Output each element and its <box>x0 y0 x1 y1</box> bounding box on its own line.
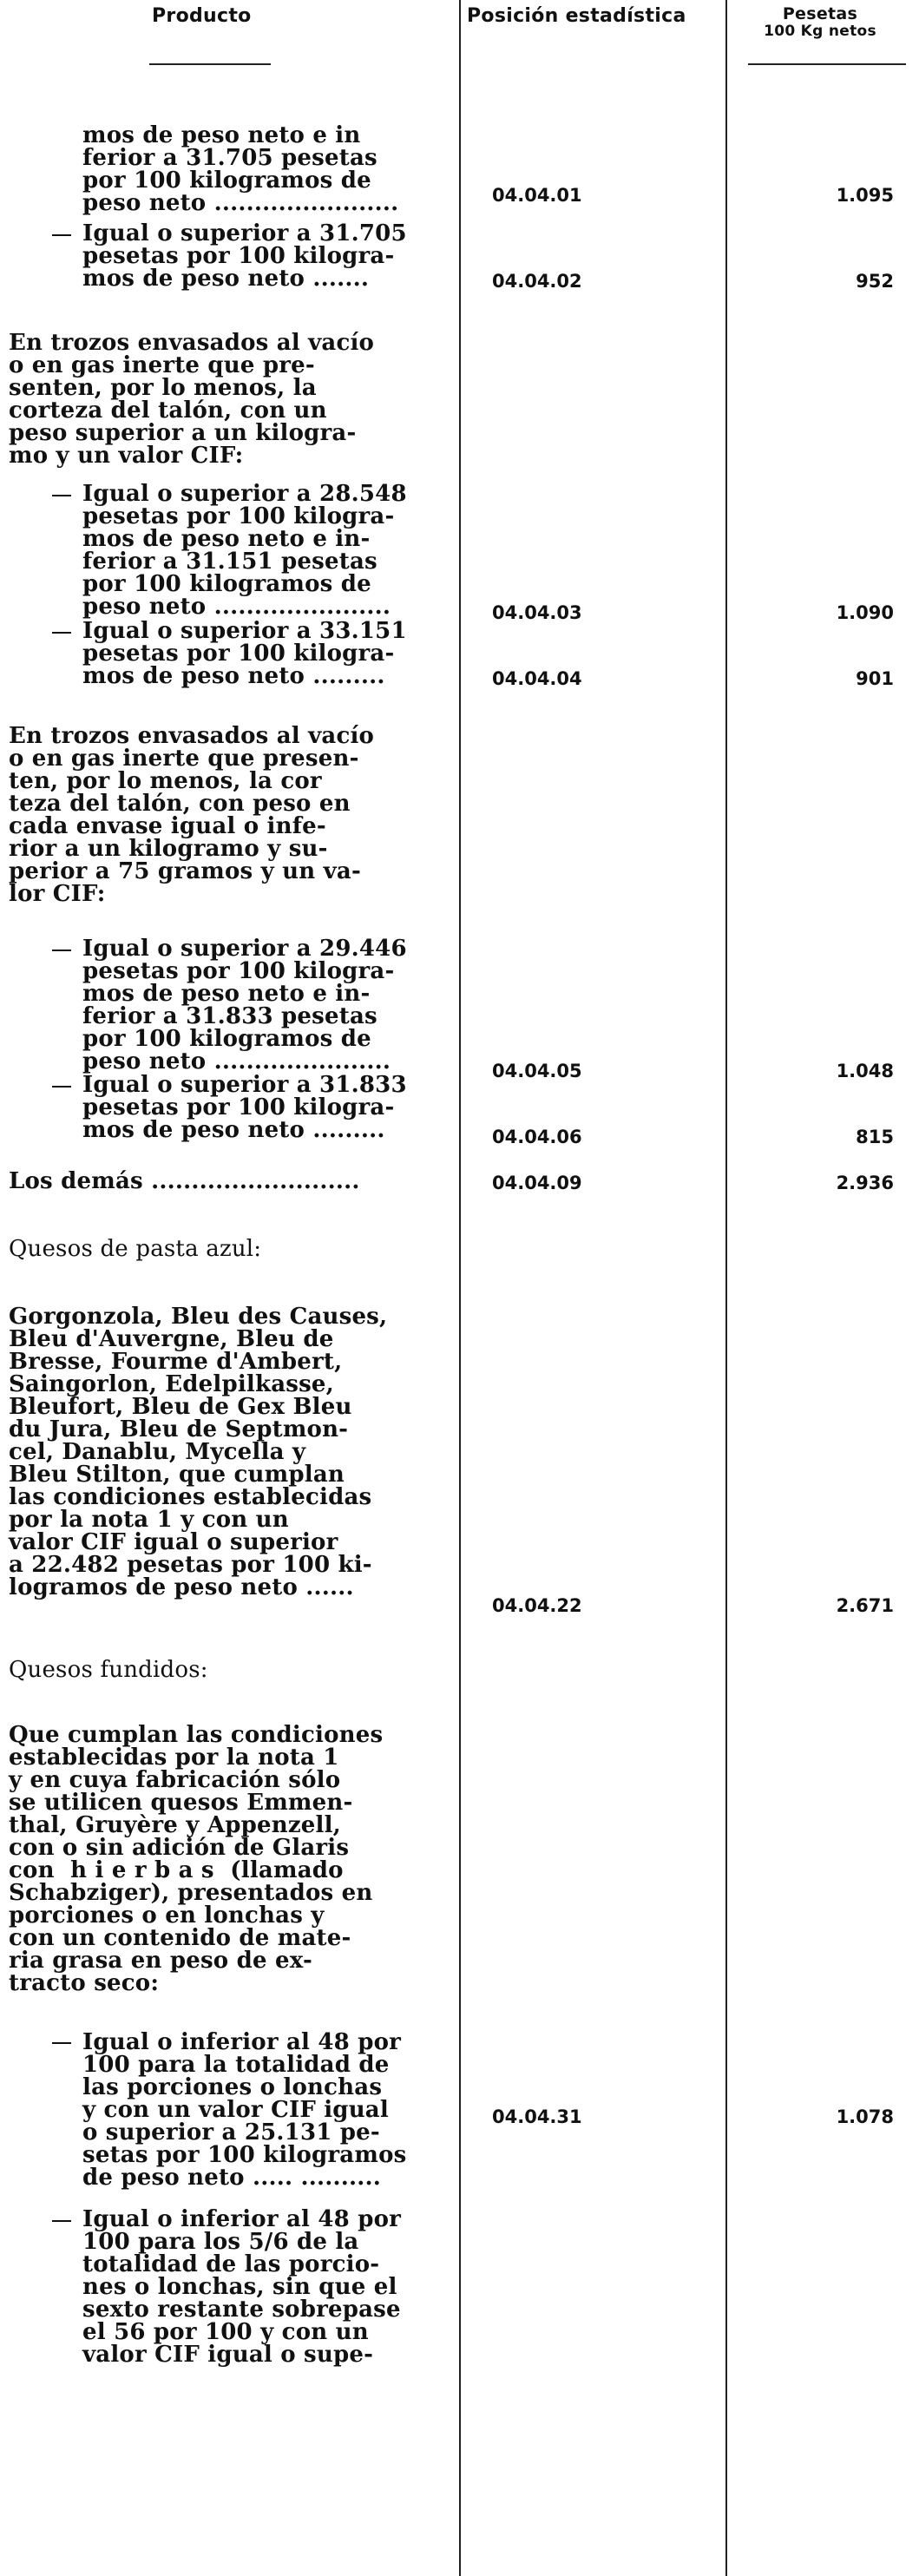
value-04-04-05: 1.048 <box>836 1061 894 1081</box>
list-dash <box>52 950 71 951</box>
product-quesos-azules-list: Gorgonzola, Bleu des Causes, Bleu d'Auvergne, Bleu de Bresse, Fourme d'Ambert, Saingorlon, Edelpilkasse, Bleufort, Bleu de Gex Bleu du Jura, Bleu de Septmon- cel, Danablu, Mycella y Bleu Stilton, que cumplan las condiciones establecidas por la nota 1 y con un valor CIF igual o superior a 22.482 pesetas por 100 ki- logramos de peso neto ...... <box>9 1304 388 1600</box>
list-dash <box>52 234 71 236</box>
product-los-demas: Los demás .......................... <box>9 1168 360 1194</box>
product-item-48-totalidad: Igual o inferior al 48 por 100 para la totalidad de las porciones o lonchas y con un valor CIF igual o superior a 25.131 pe- setas por 100 kilogramos de peso neto ..... .......... <box>82 2029 407 2191</box>
column-divider-left <box>459 0 461 2576</box>
code-04-04-01: 04.04.01 <box>492 185 582 206</box>
product-quesos-fundidos-condiciones: Que cumplan las condiciones establecidas por la nota 1 y en cuya fabricación sólo se utilicen quesos Emmen- thal, Gruyère y Appenzell, con o sin adición de Glaris con h i e r b a s (llamado Schabziger), presentados en porciones o en lonchas y con un contenido de mate- ria grasa en peso de ex- tracto seco: <box>9 1722 384 1996</box>
product-item-29446: Igual o superior a 29.446 pesetas por 100 kilogra- mos de peso neto e in- ferior a 31.833 pesetas por 100 kilogramos de peso neto ...................... <box>82 936 407 1074</box>
column-header-pesetas <box>746 5 894 40</box>
product-item-48-cinco-sextos: Igual o inferior al 48 por 100 para los 5/6 de la totalidad de las porcio- nes o lonchas, sin que el sexto restante sobrepase el 56 por 100 y con un valor CIF igual o supe- <box>82 2206 402 2368</box>
value-04-04-06: 815 <box>856 1127 894 1147</box>
list-dash <box>52 1086 71 1088</box>
product-heading-trozos-vacio-2: En trozos envasados al vacío o en gas inerte que presen- ten, por lo menos, la cor teza del talón, con peso en cada envase igual o infe- rior a un kilogramo y su- perior a 75 gramos y un va- lor CIF: <box>9 723 375 907</box>
product-text-continuation: mos de peso neto e in ferior a 31.705 pesetas por 100 kilogramos de peso neto ....................... <box>82 122 399 216</box>
code-04-04-03: 04.04.03 <box>492 602 582 623</box>
list-dash <box>52 2220 71 2222</box>
header-rule-right <box>748 63 906 65</box>
product-item-superior-31705: Igual o superior a 31.705 pesetas por 100 kilogra- mos de peso neto ....... <box>82 220 407 292</box>
column-header-producto: Producto <box>152 5 252 27</box>
product-item-31833: Igual o superior a 31.833 pesetas por 100 kilogra- mos de peso neto ......... <box>82 1072 407 1143</box>
list-dash <box>52 632 71 634</box>
value-04-04-22: 2.671 <box>836 1595 894 1616</box>
list-dash <box>52 2042 71 2044</box>
column-header-pesetas-line2: 100 Kg netos <box>764 23 876 40</box>
code-04-04-22: 04.04.22 <box>492 1595 582 1616</box>
value-04-04-03: 1.090 <box>836 602 894 623</box>
code-04-04-02: 04.04.02 <box>492 271 582 292</box>
value-04-04-02: 952 <box>856 271 894 292</box>
value-04-04-04: 901 <box>856 668 894 689</box>
list-dash <box>52 495 71 496</box>
column-header-posicion: Posición estadística <box>467 5 686 27</box>
code-04-04-05: 04.04.05 <box>492 1061 582 1081</box>
product-item-33151: Igual o superior a 33.151 pesetas por 100 kilogra- mos de peso neto ......... <box>82 618 407 689</box>
code-04-04-31: 04.04.31 <box>492 2106 582 2127</box>
code-04-04-09: 04.04.09 <box>492 1173 582 1193</box>
code-04-04-06: 04.04.06 <box>492 1127 582 1147</box>
product-item-28548: Igual o superior a 28.548 pesetas por 100 kilogra- mos de peso neto e in- ferior a 31.151 pesetas por 100 kilogramos de peso neto ...................... <box>82 481 407 620</box>
value-04-04-01: 1.095 <box>836 185 894 206</box>
value-04-04-09: 2.936 <box>836 1173 894 1193</box>
code-04-04-04: 04.04.04 <box>492 668 582 689</box>
column-header-pesetas-line1: Pesetas <box>782 4 858 23</box>
value-04-04-31: 1.078 <box>836 2106 894 2127</box>
product-heading-trozos-vacio-1: En trozos envasados al vacío o en gas inerte que pre- senten, por lo menos, la corteza del talón, con un peso superior a un kilogra- mo y un valor CIF: <box>9 330 375 469</box>
header-rule <box>149 63 271 65</box>
section-quesos-pasta-azul: Quesos de pasta azul: <box>9 1236 262 1262</box>
column-divider-right <box>725 0 727 2576</box>
section-quesos-fundidos: Quesos fundidos: <box>9 1657 208 1683</box>
